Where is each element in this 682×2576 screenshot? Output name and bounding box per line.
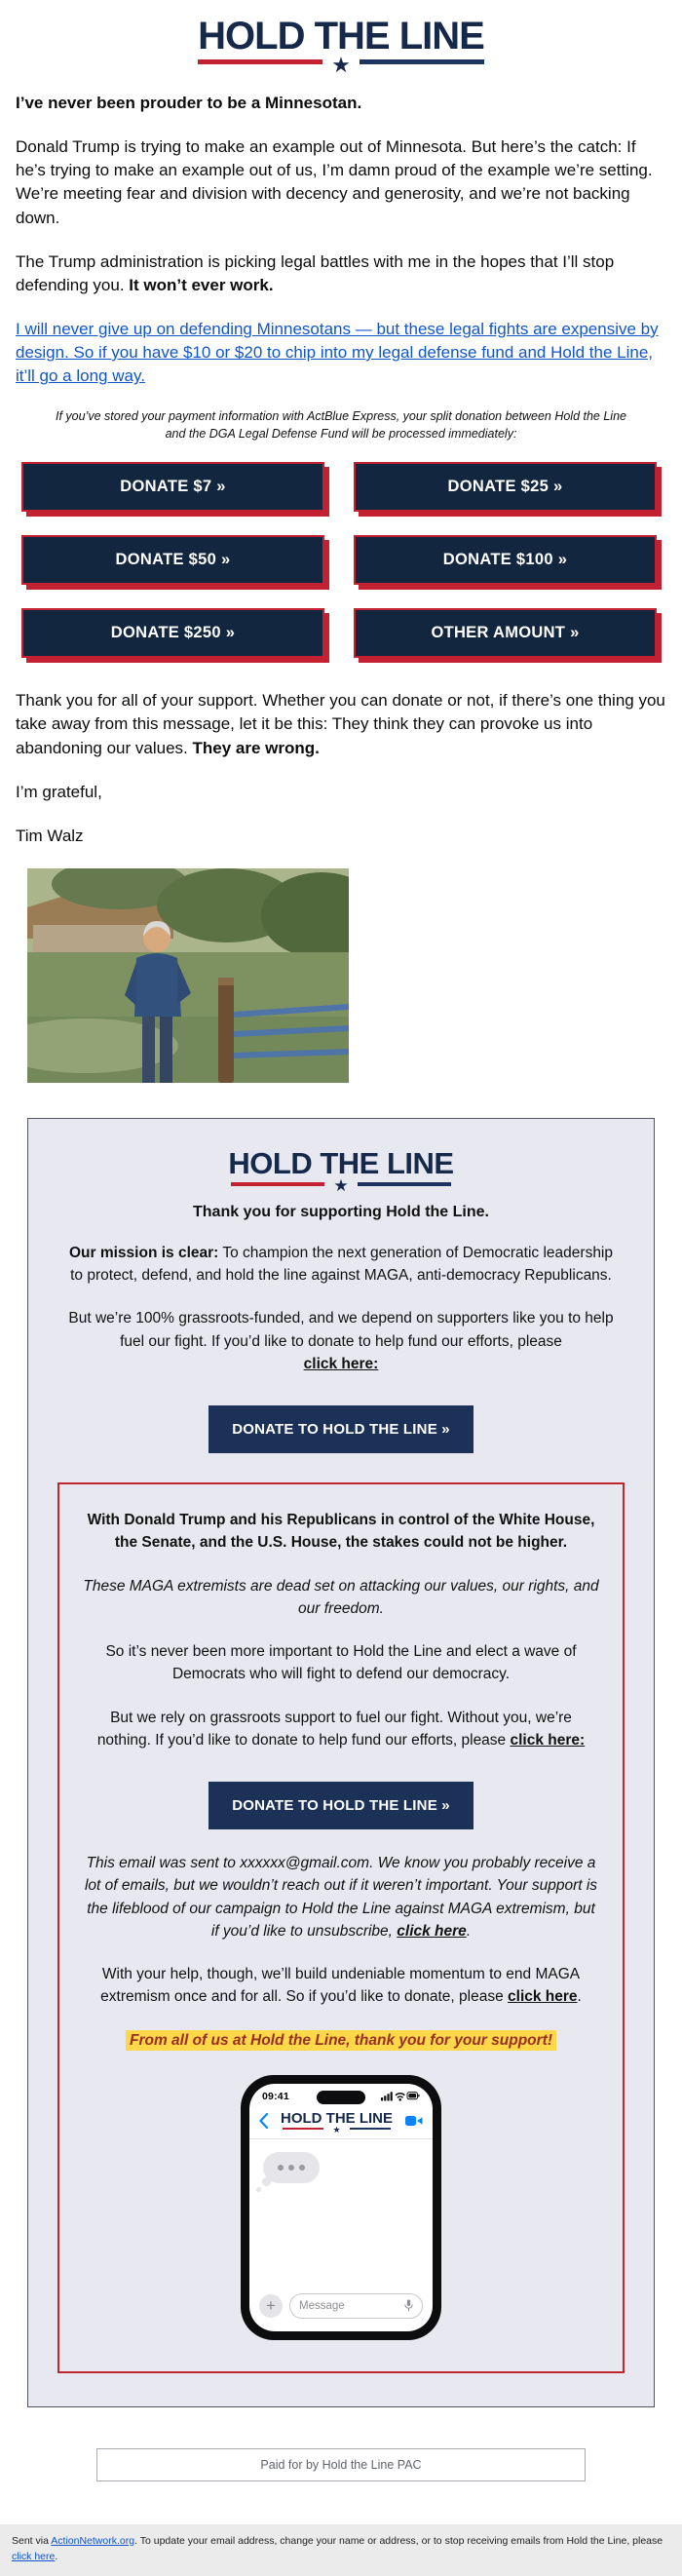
cellular-signal-icon (381, 2092, 393, 2100)
supporting-thanks-line: Thank you for supporting Hold the Line. (193, 1203, 489, 1220)
donate-250-button[interactable]: DONATE $250 » (21, 608, 324, 658)
paragraph-donate-pitch (16, 318, 666, 388)
unsubscribe-link[interactable]: click here (397, 1922, 467, 1940)
legal-defense-donate-link[interactable]: I will never give up on defending Minnesotans — but these legal fights are expensive by design. So if you have $10 or $20 to chip into my legal defense fund and Hold the Line, it’ll go a long way. (16, 319, 659, 386)
typing-dot (299, 2165, 305, 2171)
mission-lead: Our mission is clear: (68, 1244, 219, 1261)
phone-clock: 09:41 (262, 2090, 289, 2102)
intro-line: I’ve never been prouder to be a Minnesotan. (16, 94, 362, 112)
they-are-wrong-text: They are wrong. (192, 738, 320, 757)
donate-25-button[interactable]: DONATE $25 » (354, 462, 657, 512)
footer-card (27, 1118, 655, 2407)
logo-underline (0, 53, 682, 77)
typing-indicator-bubble (263, 2152, 320, 2183)
grateful-line: I’m grateful, (16, 782, 102, 801)
phone-logo-red-bar (283, 2128, 323, 2130)
video-call-icon (405, 2115, 423, 2127)
rely-click-here-link[interactable]: click here: (510, 1731, 586, 1749)
stakes-paragraph: With Donald Trump and his Republicans in control of the White House, the Senate, and the U.S. House, the stakes could not be higher. (87, 1512, 595, 1552)
battery-icon (407, 2093, 420, 2099)
sent-to-period: . (466, 1922, 472, 1940)
footer-logo-red-bar (231, 1182, 324, 1186)
mic-icon (404, 2299, 413, 2312)
back-chevron-icon (259, 2113, 268, 2129)
footer-star-icon: ★ (333, 1176, 349, 1196)
mission-paragraph (61, 1242, 621, 1288)
logo-red-bar (198, 59, 322, 64)
message-input-row (249, 2293, 433, 2331)
action-network-link[interactable]: ActionNetwork.org (51, 2534, 135, 2547)
sent-via-text: Sent via (12, 2534, 52, 2547)
thank-you-text: Thank you for all of your support. Whether you can donate or not, if there’s one thing you take away from this message, let it be this: They think they can provoke us into abandoning our values. (16, 691, 665, 757)
typing-dot (288, 2165, 294, 2171)
donate-cta-button[interactable]: DONATE TO HOLD THE LINE » (208, 1405, 474, 1453)
plus-icon: + (259, 2294, 283, 2318)
inner-red-box (57, 1482, 625, 2373)
footer-logo-blue-bar (358, 1182, 451, 1186)
donate-other-amount-button[interactable]: OTHER AMOUNT » (354, 608, 657, 658)
momentum-period: . (577, 1988, 582, 2006)
footer-update-text: . To update your email address, change your name or address, or to stop receiving emails from Hold the Line, please (134, 2534, 663, 2547)
phone-logo-underline (281, 2125, 393, 2135)
donate-100-button[interactable]: DONATE $100 » (354, 535, 657, 585)
action-network-footer (0, 2524, 682, 2576)
rely-text: But we rely on grassroots support to fuel our fight. Without you, we’re nothing. If you’d like to donate to help fund our efforts, please (96, 1709, 572, 1749)
footer-logo-wordmark: HOLD THE LINE (228, 1145, 454, 1180)
paragraph-legal-battles (16, 250, 666, 297)
hold-the-line-logo[interactable] (0, 0, 682, 77)
extremists-paragraph: These MAGA extremists are dead set on attacking our values, our rights, and our freedom. (83, 1577, 599, 1617)
phone-logo-blue-bar (350, 2128, 391, 2130)
important-paragraph: So it’s never been more important to Hold the Line and elect a wave of Democrats who will fight to defend our democracy. (105, 1643, 577, 1683)
momentum-paragraph (83, 1963, 599, 2009)
highlight-thanks-text: From all of us at Hold the Line, thank you for your support! (126, 2030, 556, 2051)
rely-paragraph (83, 1707, 599, 1752)
donate-amount-grid (21, 462, 657, 658)
grassroots-click-here-link[interactable]: click here: (303, 1355, 379, 1372)
footer-unsubscribe-link[interactable]: click here (12, 2550, 56, 2562)
phone-screen (249, 2084, 433, 2331)
messages-header (249, 2102, 433, 2139)
phone-logo-wordmark: HOLD THE LINE (281, 2109, 393, 2127)
footer-logo-underline (57, 1176, 625, 1196)
wifi-icon (397, 2094, 404, 2097)
legal-battles-text: The Trump administration is picking legal battles with me in the hopes that I’ll stop defending you. (16, 251, 615, 294)
footer-hold-the-line-logo (57, 1145, 625, 1196)
wont-ever-work-text: It won’t ever work. (129, 275, 274, 294)
sent-to-text: This email was sent to xxxxxx@gmail.com. We know you probably receive a lot of emails, but we wouldn’t reach out if it weren’t important. Your support is the lifeblood of our campaign to Hold the Line against MAGA extremism, but if you’d like to unsubscribe, (84, 1855, 598, 1940)
donate-50-button[interactable]: DONATE $50 » (21, 535, 324, 585)
logo-blue-bar (360, 59, 484, 64)
inner-donate-cta-button[interactable]: DONATE TO HOLD THE LINE » (208, 1782, 474, 1829)
logo-wordmark: HOLD THE LINE (198, 15, 484, 58)
paid-for-disclaimer: Paid for by Hold the Line PAC (96, 2448, 586, 2481)
tim-walz-photo (27, 868, 668, 1083)
actblue-express-disclaimer: If you’ve stored your payment information with ActBlue Express, your split donation between Hold the Line and the DGA Legal Defense Fund will be processed immediately: (56, 409, 626, 441)
donate-7-button[interactable]: DONATE $7 » (21, 462, 324, 512)
grassroots-paragraph (61, 1307, 621, 1375)
message-input-field (289, 2293, 423, 2319)
mission-rest: To champion the next generation of Democratic leadership to protect, defend, and hold the line against MAGA, anti-democracy Republicans. (70, 1244, 614, 1285)
sent-to-paragraph (83, 1852, 599, 1942)
status-icons (381, 2091, 420, 2101)
momentum-text: With your help, though, we’ll build undeniable momentum to end MAGA extremism once and for all. So if you’d like to donate, please (100, 1966, 581, 2006)
dynamic-island (317, 2091, 365, 2104)
tim-walz-photo-image (27, 868, 349, 1083)
phone-hold-the-line-logo (281, 2109, 393, 2135)
signature-tim-walz: Tim Walz (16, 826, 84, 845)
paragraph-trump-example: Donald Trump is trying to make an example out of Minnesota. But here’s the catch: If he’s trying to make an example out of us, I’m damn proud of the example we’re setting. We’re meeting fear and division with decency and generosity, and we’re not backing down. (16, 137, 653, 227)
star-icon: ★ (331, 53, 351, 77)
grassroots-text: But we’re 100% grassroots-funded, and we depend on supporters like you to help fuel our fight. If you’d like to donate to help fund our efforts, please (68, 1310, 614, 1350)
phone-mockup (241, 2075, 441, 2340)
paragraph-thank-you (16, 689, 666, 759)
message-placeholder: Message (299, 2299, 345, 2312)
typing-dot (278, 2165, 284, 2171)
phone-star-icon: ★ (332, 2125, 341, 2135)
momentum-click-here-link[interactable]: click here (508, 1988, 578, 2006)
highlight-row (79, 2032, 603, 2050)
footer-period: . (55, 2550, 58, 2562)
email-content (0, 67, 682, 2481)
